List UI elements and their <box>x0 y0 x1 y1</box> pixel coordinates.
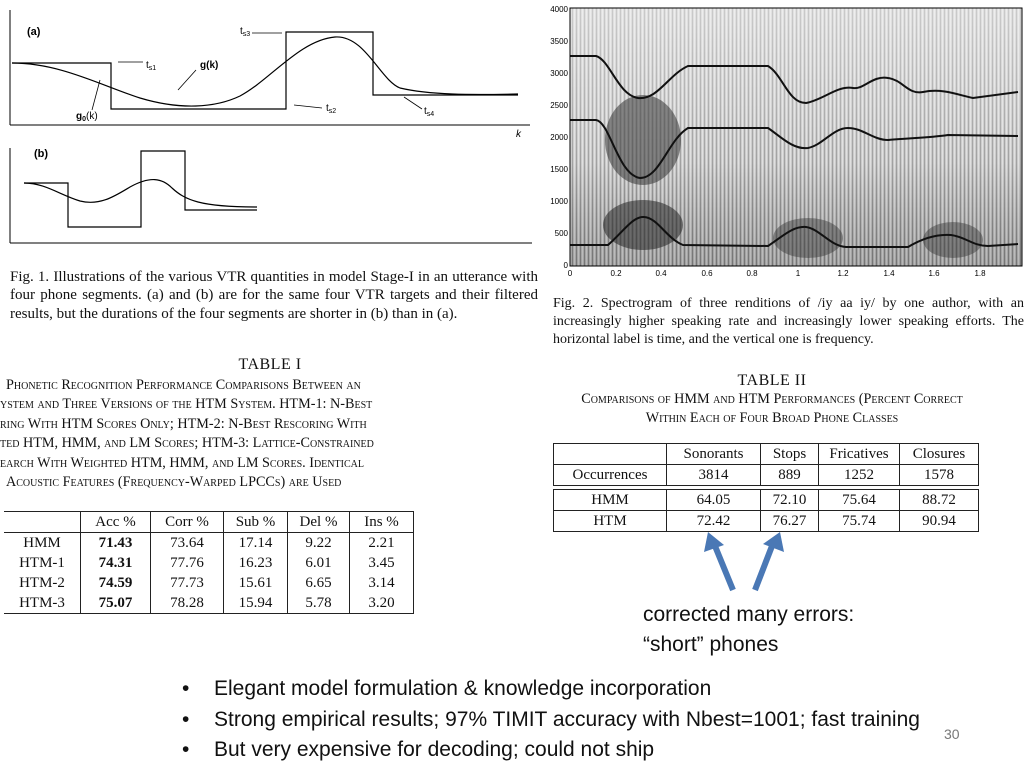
svg-text:ts3: $t_{s3}$ <box>240 26 251 38</box>
arrow-icons <box>700 528 800 598</box>
svg-text:0.2: 0.2 <box>610 269 622 278</box>
table-row: HTM 72.42 76.27 75.74 90.94 <box>554 511 979 532</box>
target-step-curve-a <box>12 32 518 109</box>
table-row: HMM 71.43 73.64 17.14 9.22 2.21 <box>4 533 414 554</box>
bullet-list <box>182 674 920 766</box>
table-2-caption: Comparisons of HMM and HTM Performances (Percent Correct Within Each of Four Broad Phone Classes <box>581 391 963 427</box>
table-row: HTM-1 74.31 77.76 16.23 6.01 3.45 <box>4 553 414 573</box>
panel-b-label: (b) <box>34 148 49 160</box>
table-1 <box>4 511 414 614</box>
svg-text:0.6: 0.6 <box>701 269 713 278</box>
svg-text:2000: 2000 <box>550 133 568 142</box>
table-header-row: Sonorants Stops Fricatives Closures <box>554 444 979 465</box>
table-row: HTM-3 75.07 78.28 15.94 5.78 3.20 <box>4 593 414 614</box>
bullet-item: • But very expensive for decoding; could not ship <box>182 735 920 766</box>
panel-a-label: (a) <box>27 26 41 38</box>
figure-2-spectrogram <box>548 0 1024 285</box>
svg-text:500: 500 <box>554 229 568 238</box>
svg-text:4000: 4000 <box>550 5 568 14</box>
bullet-item: • Elegant model formulation & knowledge incorporation <box>182 674 920 705</box>
k-axis-label: k <box>516 129 521 140</box>
page-number: 30 <box>944 726 960 742</box>
table-2-header <box>553 443 979 486</box>
figure-1-diagram <box>0 0 540 250</box>
y-axis-ticks <box>550 5 568 270</box>
svg-text:g0(k): $g_0(k)$ <box>76 111 98 123</box>
table-header-row: Acc % Corr % Sub % Del % Ins % <box>4 512 414 533</box>
occurrences-row: Occurrences 3814 889 1252 1578 <box>554 465 979 486</box>
svg-text:2500: 2500 <box>550 101 568 110</box>
bullet-item: • Strong empirical results; 97% TIMIT accuracy with Nbest=1001; fast training <box>182 705 920 736</box>
x-axis-ticks <box>568 269 986 278</box>
svg-text:0: 0 <box>563 261 568 270</box>
svg-text:1.6: 1.6 <box>928 269 940 278</box>
figure-1-caption: Fig. 1. Illustrations of the various VTR quantities in model Stage-I in an utterance with four phone segments. (a) and (b) are for the same four VTR targets and their filtered results, but the durations of the four segments are shorter in (b) than in (a). <box>10 269 538 322</box>
svg-text:1.4: 1.4 <box>883 269 895 278</box>
svg-text:0.8: 0.8 <box>746 269 758 278</box>
svg-text:0.4: 0.4 <box>655 269 667 278</box>
arrow-right-icon <box>755 546 772 590</box>
target-step-curve-b <box>24 151 257 227</box>
table-1-title: TABLE I <box>238 356 302 373</box>
table-row: HMM 64.05 72.10 75.64 88.72 <box>554 490 979 511</box>
svg-text:1500: 1500 <box>550 165 568 174</box>
gk-label: g(k) <box>200 60 219 71</box>
table-1-caption: Phonetic Recognition Performance Comparisons Between an ystem and Three Versions of the HTM System. HTM-1: N-Best ring With HTM Scores Only; HTM-2: N-Best Rescoring With ted HTM, HMM, and LM Scores; HTM-3: Lattice-Constrained earch With Weighted HTM, HMM, and LM Scores. Identical Acoustic Features (Frequency-Warped LPCCs) are Used <box>0 377 374 491</box>
figure-2-caption: Fig. 2. Spectrogram of three renditions of /iy aa iy/ by one author, with an increasingly higher speaking rate and increasingly lower speaking efforts. The horizontal label is time, and the vertical one is frequency. <box>553 296 1024 347</box>
table-2-body <box>553 489 979 532</box>
annotation-note: corrected many errors: “short” phones <box>643 603 855 656</box>
svg-text:3500: 3500 <box>550 37 568 46</box>
svg-text:1.2: 1.2 <box>837 269 849 278</box>
svg-text:3000: 3000 <box>550 69 568 78</box>
arrow-left-icon <box>715 546 733 590</box>
svg-text:0: 0 <box>567 269 573 278</box>
table-row: HTM-2 74.59 77.73 15.61 6.65 3.14 <box>4 573 414 593</box>
svg-text:1000: 1000 <box>550 197 568 206</box>
svg-text:ts1: $t_{s1}$ <box>146 60 157 72</box>
table-2-title: TABLE II <box>737 372 807 389</box>
svg-text:1: 1 <box>795 269 801 278</box>
filtered-curve-a <box>12 37 518 106</box>
svg-text:ts4: $t_{s4}$ <box>424 106 435 118</box>
svg-text:1.8: 1.8 <box>974 269 986 278</box>
svg-text:ts2: $t_{s2}$ <box>326 103 337 115</box>
